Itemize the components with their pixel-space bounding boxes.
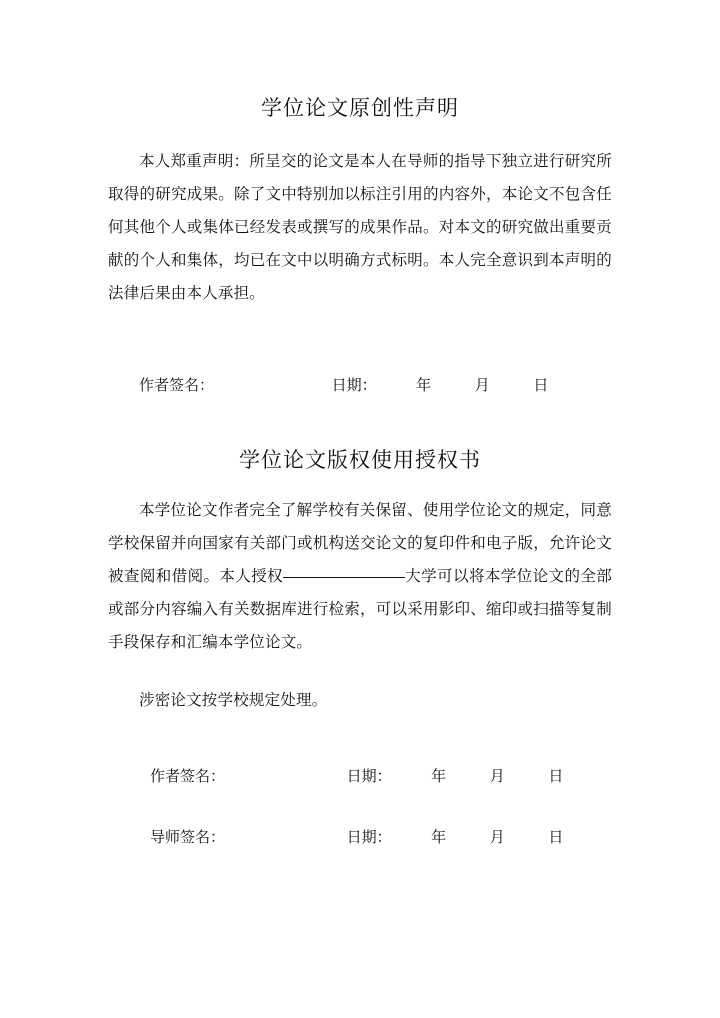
day-label: 日 [548, 767, 564, 785]
day-label: 日 [533, 376, 549, 394]
originality-statement-body: 本人郑重声明：所呈交的论文是本人在导师的指导下独立进行研究所取得的研究成果。除了文中特别加以标注引用的内容外，本论文不包含任何其他个人或集体已经发表或撰写的成果作品。对本文的研究做出重要贡献的个人和集体，均已在文中以明确方式标明。本人完全意识到本声明的法律后果由本人承担。 [108, 152, 612, 302]
author-signature-label: 作者签名： [150, 767, 226, 785]
authorization-author-signature-line [150, 765, 563, 786]
copyright-authorization-title: 学位论文版权使用授权书 [239, 448, 481, 472]
day-label: 日 [548, 828, 564, 846]
originality-statement-title: 学位论文原创性声明 [261, 96, 459, 120]
university-name-blank[interactable] [283, 576, 405, 578]
month-label: 月 [474, 376, 490, 394]
year-label: 年 [416, 376, 432, 394]
date-label: 日期： [346, 828, 392, 846]
copyright-authorization-body [108, 494, 612, 659]
declaration-signature-line [139, 374, 548, 395]
authorization-text-part1: 本学位论文作者完全了解学校有关保留、使用学位论文的规定，同意学校保留并向国家有关部门或机构送交论文的复印件和电子版，允许论文被查阅和借阅。本人授权 [108, 501, 612, 585]
advisor-signature-label: 导师签名： [150, 828, 226, 846]
year-label: 年 [431, 828, 447, 846]
month-label: 月 [489, 767, 505, 785]
authorization-text-part2: 大学可以将本学位论文的全部或部分内容编入有关数据库进行检索，可以采用影印、缩印或扫描等复制手段保存和汇编本学位论文。 [108, 567, 613, 651]
secret-thesis-note: 涉密论文按学校规定处理。 [139, 691, 328, 709]
date-label: 日期： [346, 767, 392, 785]
advisor-signature-line [150, 826, 563, 847]
author-signature-label: 作者签名： [139, 376, 215, 394]
month-label: 月 [489, 828, 505, 846]
year-label: 年 [431, 767, 447, 785]
date-label: 日期： [331, 376, 377, 394]
